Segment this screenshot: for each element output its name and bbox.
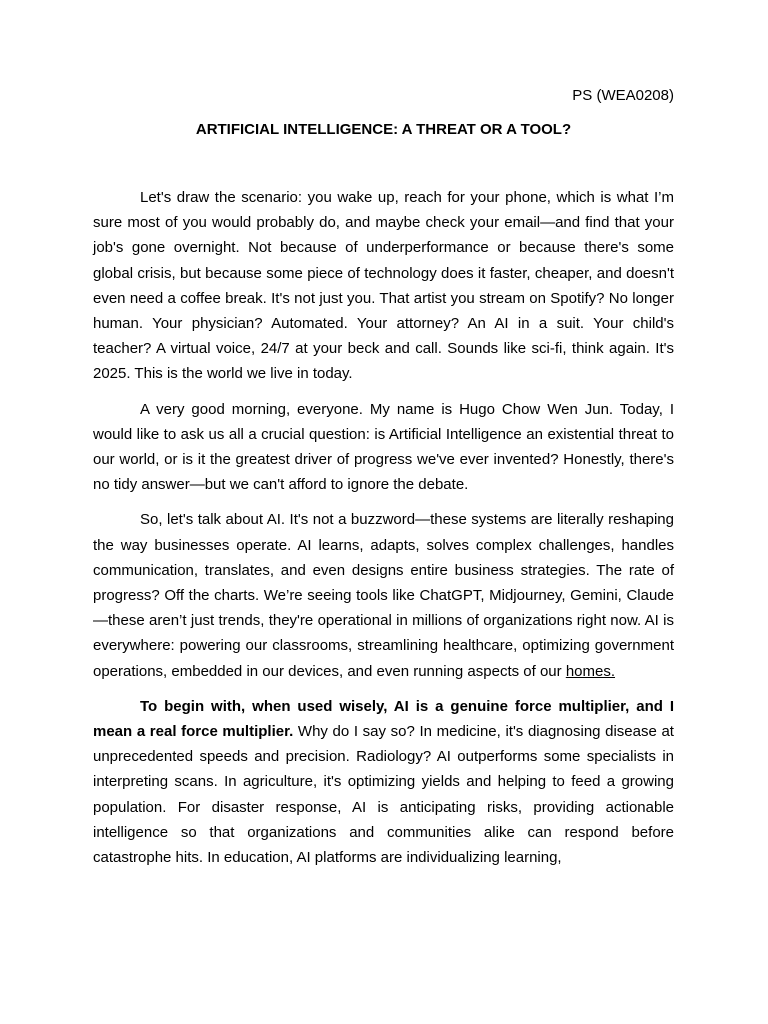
document-body (93, 185, 674, 870)
document-reference: PS (WEA0208) (572, 87, 674, 104)
paragraph-ai-overview-text: So, let's talk about AI. It's not a buzzword—these systems are literally reshaping the way businesses operate. AI learns, adapts, solves complex challenges, handles communication, translates, and even designs entire business strategies. The rate of progress? Off the charts. We’re seeing tools like ChatGPT, Midjourney, Gemini, Claude—these aren’t just trends, they're operational in millions of organizations right now. AI is everywhere: powering our classrooms, streamlining healthcare, optimizing government operations, embedded in our devices, and even running aspects of our (93, 511, 674, 680)
paragraph-intro-scenario: Let's draw the scenario: you wake up, reach for your phone, which is what I’m sure most of you would probably do, and maybe check your email—and find that your job's gone overnight. Not because of underperformance or because there's some global crisis, but because some piece of technology does it faster, cheaper, and doesn't even need a coffee break. It's not just you. That artist you stream on Spotify? No longer human. Your physician? Automated. Your attorney? An AI in a suit. Your child's teacher? A virtual voice, 24/7 at your beck and call. Sounds like sci-fi, think again. It's 2025. This is the world we live in today. (93, 189, 674, 383)
paragraph-ai-overview (93, 507, 674, 683)
paragraph-greeting: A very good morning, everyone. My name is Hugo Chow Wen Jun. Today, I would like to ask us all a crucial question: is Artificial Intelligence an existential threat to our world, or is it the greatest driver of progress we've ever invented? Honestly, there's no tidy answer—but we can't afford to ignore the debate. (93, 400, 674, 494)
force-multiplier-text: Why do I say so? In medicine, it's diagnosing disease at unprecedented speeds and precision. Radiology? AI outperforms some specialists in interpreting scans. In agriculture, it's optimizing yields and helping to feed a growing population. For disaster response, AI is anticipating risks, providing actionable intelligence so that organizations and communities alike can respond before catastrophe hits. In education, AI platforms are individualizing learning, (93, 723, 674, 867)
force-multiplier-emphasis: To begin with, when used wisely, AI is a genuine force multiplier, and I mean a real force multiplier. (93, 697, 674, 741)
document-page (93, 84, 674, 880)
document-title: ARTIFICIAL INTELLIGENCE: A THREAT OR A TOOL? (195, 121, 572, 138)
homes-link-text: homes. (565, 662, 616, 680)
paragraph-force-multiplier (93, 694, 674, 870)
